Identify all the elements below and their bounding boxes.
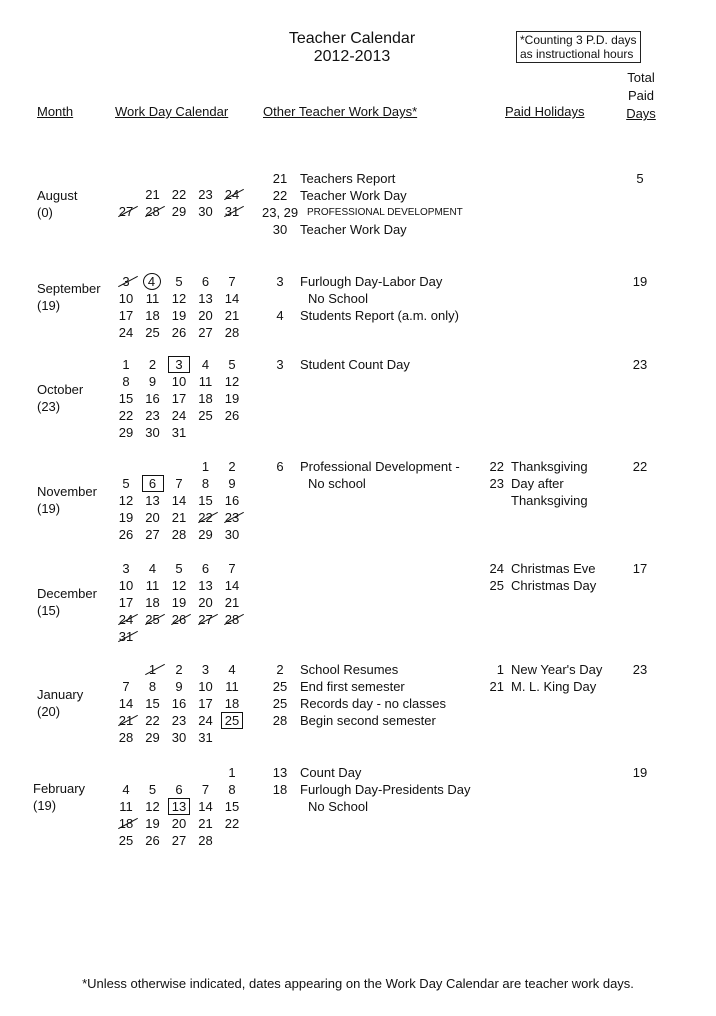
calendar-day-boxed: 3 [168,356,190,373]
other-workday-date: 25 [272,679,288,694]
title-line-2: 2012-2013 [313,48,391,65]
calendar-day: 13 [198,291,213,306]
month-workday-count: (15) [37,603,61,618]
other-workday-text: Furlough Day-Labor Day [300,274,443,289]
calendar-day: 27 [171,833,187,848]
calendar-day: 5 [122,476,130,491]
calendar-day-struck: 25 [142,611,164,628]
calendar-day: 19 [118,510,134,525]
holiday-text: Christmas Eve [511,561,596,576]
month-workday-count: (23) [37,399,61,414]
calendar-day-struck: 3 [115,273,137,290]
other-workday-text: No school [308,476,366,491]
calendar-day: 21 [224,308,240,323]
other-workday-date: 28 [272,713,288,728]
calendar-day: 19 [224,391,240,406]
calendar-day: 20 [198,308,213,323]
calendar-day: 4 [122,782,130,797]
holiday-date: 24 [489,561,504,576]
total-paid-days: 19 [632,274,648,289]
calendar-day: 10 [118,291,134,306]
holiday-text: Thanksgiving [511,493,588,508]
total-paid-days: 5 [636,171,644,186]
calendar-day: 1 [228,765,236,780]
calendar-day: 6 [201,561,210,576]
other-workday-text: Teachers Report [300,171,396,186]
calendar-day: 1 [201,459,210,474]
col-header-total [616,69,666,123]
calendar-day: 17 [198,696,213,711]
calendar-day: 13 [145,493,160,508]
calendar-day: 14 [171,493,187,508]
calendar-day: 22 [118,408,134,423]
calendar-day: 29 [198,527,213,542]
calendar-day: 23 [198,187,213,202]
calendar-day: 11 [225,679,239,694]
calendar-day: 13 [198,578,213,593]
calendar-day: 7 [228,274,236,289]
calendar-day: 31 [171,425,187,440]
month-name: September [37,281,101,296]
footer-note: *Unless otherwise indicated, dates appearing on the Work Day Calendar are teacher work days. [82,976,634,991]
calendar-day: 26 [224,408,240,423]
calendar-day: 20 [145,510,160,525]
month-label [37,483,97,517]
col-header-holidays: Paid Holidays [505,104,585,119]
calendar-day-struck: 28 [221,611,243,628]
calendar-day: 14 [118,696,134,711]
other-workday-date: 6 [276,459,284,474]
holiday-date: 1 [496,662,504,677]
calendar-day: 21 [198,816,213,831]
calendar-day-struck: 21 [115,712,137,729]
calendar-day: 28 [118,730,134,745]
calendar-day: 20 [171,816,187,831]
calendar-day: 18 [198,391,213,406]
col-header-other-text: Other Teacher Work Days* [263,104,418,119]
month-name: January [37,687,84,702]
other-workday-text: Teacher Work Day [300,188,407,203]
month-label [37,381,83,415]
calendar-day: 4 [201,357,210,372]
calendar-day: 11 [119,799,133,814]
calendar-day: 12 [171,291,187,306]
calendar-day: 8 [228,782,236,797]
other-workday-text: No School [308,799,368,814]
calendar-day: 4 [148,561,157,576]
holiday-text: Thanksgiving [511,459,588,474]
month-workday-count: (19) [37,501,61,516]
calendar-day-struck: 28 [142,203,164,220]
holiday-text: M. L. King Day [511,679,597,694]
calendar-day-struck: 22 [195,509,217,526]
calendar-day: 1 [122,357,130,372]
calendar-day: 9 [228,476,236,491]
calendar-day: 2 [228,459,236,474]
calendar-day: 24 [198,713,213,728]
calendar-day: 9 [175,679,183,694]
month-label [37,187,77,221]
other-workday-text: Teacher Work Day [300,222,407,237]
calendar-day: 26 [145,833,160,848]
calendar-day-struck: 24 [221,186,243,203]
calendar-day: 25 [145,325,160,340]
calendar-day: 12 [171,578,187,593]
calendar-day-struck: 27 [115,203,137,220]
calendar-day: 20 [198,595,213,610]
calendar-day: 29 [118,425,134,440]
calendar-day: 30 [198,204,213,219]
month-workday-count: (19) [33,798,57,813]
calendar-day-struck: 23 [221,509,243,526]
title-line-1: Teacher Calendar [288,30,416,47]
calendar-day: 10 [118,578,134,593]
calendar-day: 28 [171,527,187,542]
total-paid-days: 23 [632,357,648,372]
month-name: February [33,781,86,796]
calendar-day: 10 [171,374,187,389]
calendar-day: 26 [171,325,187,340]
calendar-day: 23 [145,408,160,423]
calendar-day: 14 [224,578,240,593]
page-title [252,30,452,66]
other-workday-text: Professional Development - [300,459,460,474]
total-paid-days: 23 [632,662,648,677]
other-workday-date: 22 [272,188,288,203]
calendar-day: 16 [224,493,240,508]
month-name: October [37,382,84,397]
calendar-day: 30 [224,527,240,542]
pd-note-line-1: *Counting 3 P.D. days [520,33,637,47]
calendar-day: 19 [171,308,187,323]
other-workday-date: 21 [272,171,288,186]
calendar-day: 5 [175,274,183,289]
other-workday-date: 25 [272,696,288,711]
calendar-day: 16 [145,391,160,406]
total-paid-days: 19 [632,765,648,780]
other-workday-text: Begin second semester [300,713,436,728]
calendar-day: 16 [171,696,187,711]
other-workday-date: 3 [276,274,284,289]
other-workday-text: Student Count Day [300,357,410,372]
other-workday-text: Count Day [300,765,362,780]
month-name: August [37,188,78,203]
calendar-day: 8 [201,476,210,491]
calendar-day: 18 [145,308,160,323]
calendar-day: 27 [198,325,213,340]
calendar-day: 3 [122,561,130,576]
calendar-day: 12 [118,493,134,508]
calendar-day: 25 [198,408,213,423]
calendar-day: 29 [145,730,160,745]
calendar-day: 31 [198,730,213,745]
month-workday-count: (0) [37,205,53,220]
col-header-total-3: Days [626,106,656,121]
month-workday-count: (19) [37,298,61,313]
col-header-workday: Work Day Calendar [115,104,229,119]
calendar-day: 5 [175,561,183,576]
holiday-date: 22 [489,459,504,474]
other-workday-text: PROFESSIONAL DEVELOPMENT [307,207,463,218]
calendar-day-boxed: 25 [221,712,243,729]
month-label [33,780,85,814]
calendar-day: 17 [171,391,187,406]
calendar-day: 2 [148,357,157,372]
calendar-day: 11 [145,578,160,593]
month-name: November [37,484,97,499]
calendar-day: 5 [148,782,157,797]
col-header-total-1: Total [627,70,655,85]
calendar-day: 28 [198,833,213,848]
calendar-day: 18 [224,696,240,711]
calendar-day-struck: 31 [115,628,137,645]
calendar-day: 17 [118,595,134,610]
month-name: December [37,586,97,601]
other-workday-date: 30 [272,222,288,237]
other-workday-text: Records day - no classes [300,696,446,711]
other-workday-date: 3 [276,357,284,372]
calendar-day: 4 [228,662,236,677]
calendar-day-struck: 1 [142,661,164,678]
pd-note-line-2: as instructional hours [520,47,634,61]
calendar-day: 29 [171,204,187,219]
other-workday-text: Students Report (a.m. only) [300,308,459,323]
calendar-day: 11 [198,374,213,389]
calendar-day: 11 [145,291,160,306]
calendar-day-boxed: 13 [168,798,190,815]
calendar-day: 6 [201,274,210,289]
calendar-day: 25 [118,833,134,848]
col-header-month: Month [37,104,74,119]
calendar-day-struck: 31 [221,203,243,220]
calendar-day: 28 [224,325,240,340]
calendar-day: 22 [145,713,160,728]
month-workday-count: (20) [37,704,61,719]
calendar-day-struck: 26 [168,611,190,628]
calendar-day: 19 [171,595,187,610]
calendar-day: 3 [201,662,210,677]
calendar-day: 15 [118,391,134,406]
calendar-day: 12 [224,374,240,389]
calendar-day: 30 [171,730,187,745]
calendar-day: 21 [171,510,187,525]
calendar-day: 24 [118,325,134,340]
month-label [37,585,97,619]
calendar-day: 23 [171,713,187,728]
calendar-day: 12 [145,799,160,814]
calendar-day: 7 [175,476,183,491]
other-workday-text: No School [308,291,368,306]
calendar-day: 26 [118,527,134,542]
calendar-day-struck: 18 [115,815,137,832]
other-workday-date: 4 [276,308,284,323]
calendar-day-boxed: 6 [142,475,164,492]
calendar-day: 5 [228,357,236,372]
total-paid-days: 17 [632,561,648,576]
month-label [37,686,83,720]
other-workday-date: 2 [276,662,284,677]
calendar-day: 15 [198,493,213,508]
holiday-date: 25 [489,578,504,593]
holiday-date: 23 [489,476,504,491]
calendar-day: 8 [148,679,157,694]
col-header-total-2: Paid [627,88,655,103]
other-workday-date: 23, 29 [262,205,299,220]
pd-note-box [516,31,641,63]
calendar-day-struck: 27 [195,611,217,628]
calendar-day: 9 [148,374,157,389]
holiday-text: Day after [511,476,564,491]
calendar-day: 18 [145,595,160,610]
calendar-day: 24 [171,408,187,423]
calendar-day: 8 [122,374,130,389]
other-workday-date: 13 [272,765,288,780]
other-workday-date: 18 [272,782,288,797]
calendar-day: 14 [198,799,213,814]
calendar-day: 7 [228,561,236,576]
calendar-day-circled: 4 [143,273,161,290]
calendar-day: 19 [145,816,160,831]
calendar-day: 15 [224,799,240,814]
calendar-day: 10 [198,679,213,694]
month-label [37,280,101,314]
calendar-day: 27 [145,527,160,542]
calendar-day: 22 [224,816,240,831]
calendar-day: 22 [171,187,187,202]
holiday-text: New Year's Day [511,662,603,677]
calendar-day: 15 [145,696,160,711]
calendar-day: 30 [145,425,160,440]
holiday-date: 21 [489,679,504,694]
other-workday-text: Furlough Day-Presidents Day [300,782,471,797]
calendar-day-struck: 24 [115,611,137,628]
calendar-day: 21 [224,595,240,610]
calendar-day: 7 [122,679,130,694]
calendar-day: 17 [118,308,134,323]
calendar-day: 2 [175,662,183,677]
total-paid-days: 22 [632,459,648,474]
col-header-other [263,104,417,119]
calendar-day: 21 [145,187,160,202]
calendar-day: 7 [201,782,210,797]
calendar-day: 14 [224,291,240,306]
holiday-text: Christmas Day [511,578,597,593]
calendar-day: 6 [175,782,183,797]
other-workday-text: End first semester [300,679,405,694]
other-workday-text: School Resumes [300,662,399,677]
